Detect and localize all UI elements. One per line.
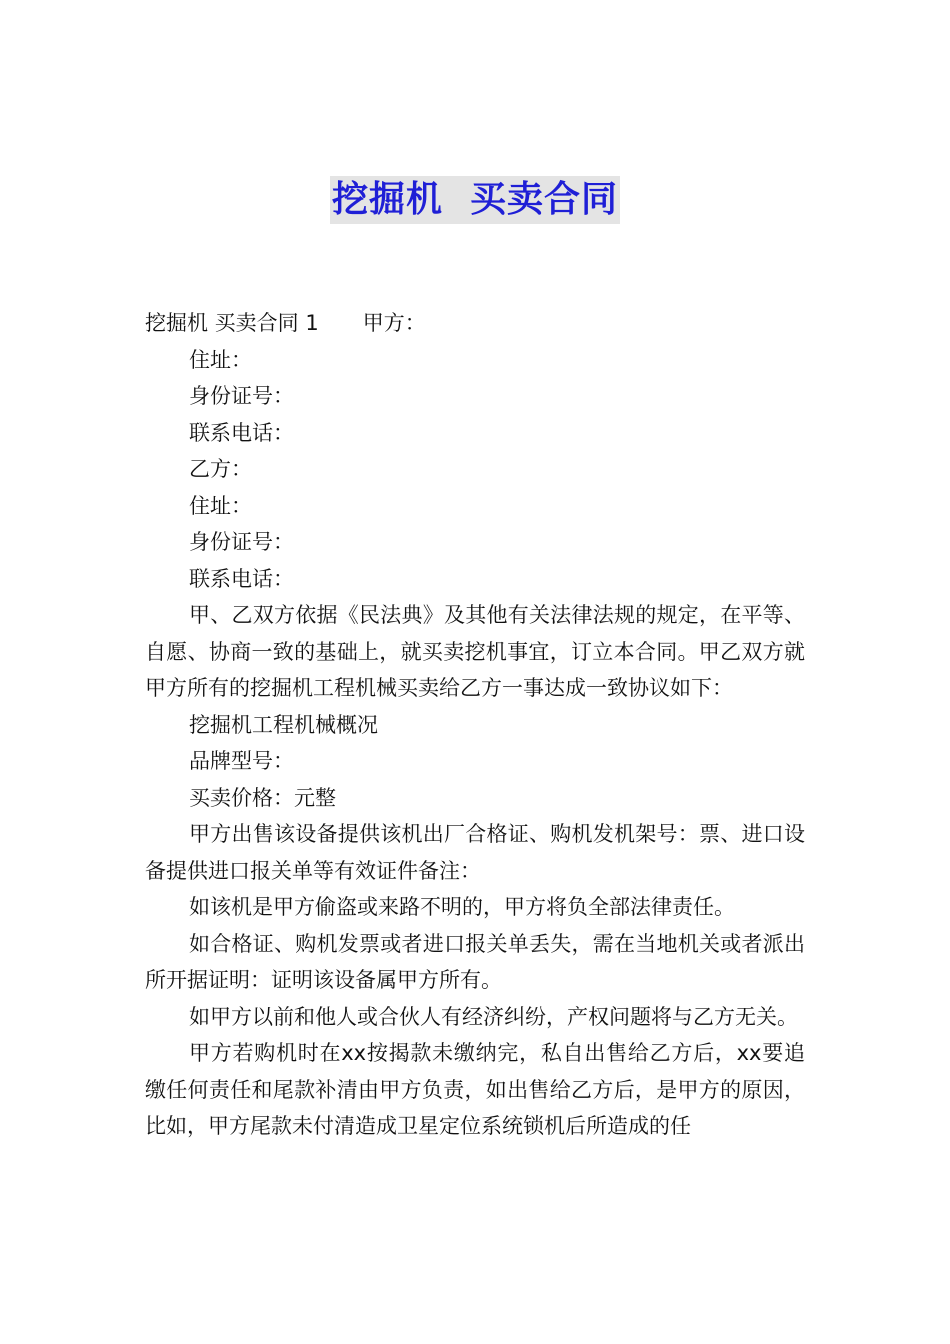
party-a-phone: 联系电话：: [189, 420, 294, 445]
brand-model-field: 品牌型号：: [189, 749, 294, 773]
contract-body: [145, 305, 805, 1145]
party-a-id-number: 身份证号：: [189, 384, 294, 408]
party-b-address: 住址：: [189, 493, 252, 518]
contract-heading: 挖掘机 买卖合同 1: [145, 311, 319, 335]
party-a-label: 甲方：: [362, 311, 426, 335]
contract-heading-line: [145, 305, 805, 342]
party-b-label: 乙方：: [189, 457, 252, 481]
party-a-address: 住址：: [189, 347, 252, 372]
party-b-phone: 联系电话：: [189, 566, 294, 591]
title-container: [0, 176, 950, 224]
intro-paragraph: 甲、乙双方依据《民法典》及其他有关法律法规的规定，在平等、自愿、协商一致的基础上，就买卖挖机事宜，订立本合同。甲乙双方就甲方所有的挖掘机工程机械买卖给乙方一事达成一致协议如下：: [145, 603, 805, 700]
price-field: 买卖价格：元整: [189, 785, 336, 810]
disputes-paragraph: 如甲方以前和他人或合伙人有经济纠纷，产权问题将与乙方无关。: [189, 1004, 798, 1029]
machine-overview-heading: 挖掘机工程机械概况: [189, 712, 378, 737]
lost-docs-paragraph: 如合格证、购机发票或者进口报关单丢失，需在当地机关或者派出所开据证明：证明该设备属甲方所有。: [145, 931, 805, 992]
theft-paragraph: 如该机是甲方偷盗或来路不明的，甲方将负全部法律责任。: [189, 895, 735, 919]
certificates-paragraph: 甲方出售该设备提供该机出厂合格证、购机发机架号：票、进口设备提供进口报关单等有效证件备注：: [145, 822, 805, 883]
document-title: 挖掘机 买卖合同: [330, 176, 620, 224]
party-b-id-number: 身份证号：: [189, 530, 294, 554]
mortgage-paragraph: 甲方若购机时在xx按揭款未缴纳完，私自出售给乙方后，xx要追缴任何责任和尾款补清由甲方负责，如出售给乙方后，是甲方的原因，比如，甲方尾款未付清造成卫星定位系统锁机后所造成的任: [145, 1041, 805, 1138]
